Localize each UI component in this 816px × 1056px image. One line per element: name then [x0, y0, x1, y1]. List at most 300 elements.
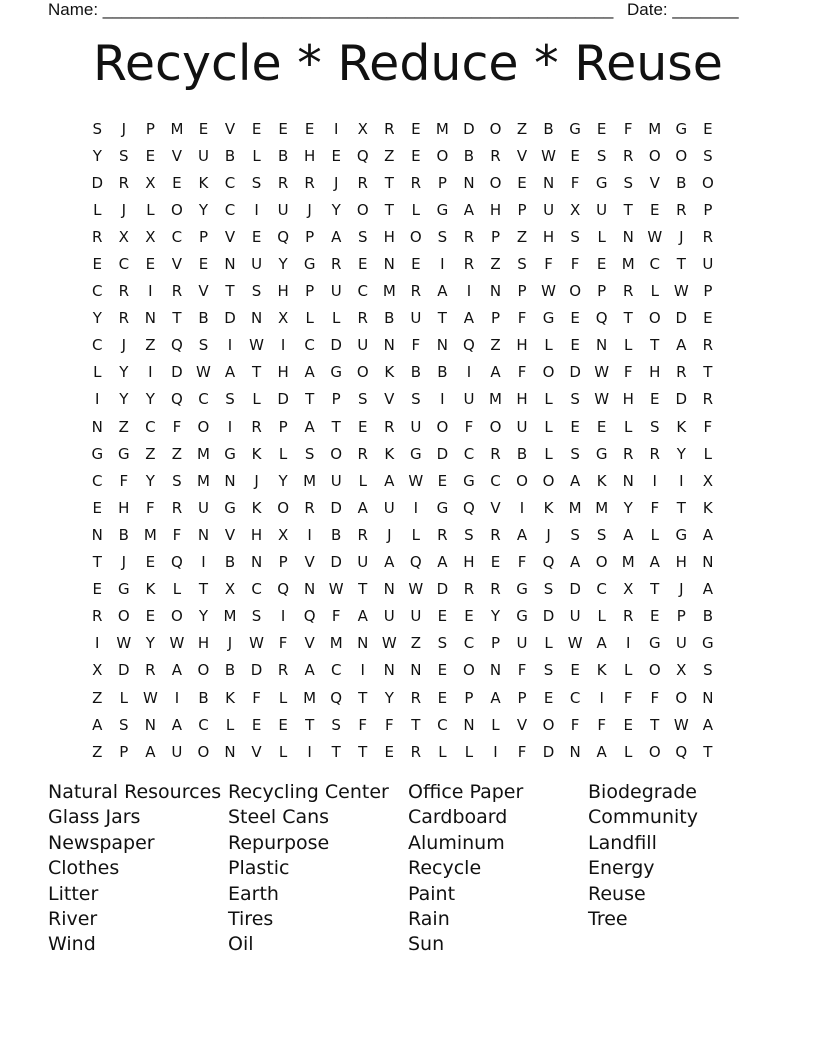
grid-letter: O	[197, 417, 210, 436]
grid-letter: S	[357, 390, 368, 409]
grid-letter: I	[440, 390, 445, 409]
grid-letter: E	[570, 309, 580, 328]
grid-letter: X	[277, 309, 289, 328]
grid-letter: W	[541, 282, 556, 301]
grid-letter: U	[330, 471, 342, 490]
grid-letter: K	[384, 444, 395, 463]
grid-letter: R	[622, 146, 634, 165]
grid-letter: U	[569, 607, 581, 626]
grid-letter: L	[544, 444, 553, 463]
grid-row	[84, 603, 721, 630]
grid-letter: I	[201, 553, 206, 572]
grid-letter: T	[225, 282, 235, 301]
grid-letter: N	[357, 634, 369, 653]
grid-letter: H	[277, 282, 289, 301]
grid-letter: W	[116, 634, 132, 653]
grid-letter: L	[225, 715, 235, 734]
grid-letter: U	[463, 390, 475, 409]
grid-letter: F	[358, 715, 368, 734]
grid-letter: F	[597, 715, 606, 734]
grid-letter: E	[543, 688, 554, 707]
grid-letter: O	[648, 742, 661, 761]
grid-letter: E	[331, 146, 341, 165]
grid-letter: I	[174, 688, 180, 707]
grid-letter: N	[489, 661, 502, 680]
grid-letter: A	[596, 634, 607, 653]
grid-letter: Q	[330, 688, 343, 707]
grid-letter: D	[569, 363, 581, 382]
grid-letter: A	[623, 525, 634, 544]
grid-letter: M	[303, 688, 317, 707]
grid-letter: U	[171, 742, 183, 761]
grid-letter: C	[92, 471, 103, 490]
grid-letter: D	[436, 444, 449, 463]
grid-letter: D	[224, 309, 236, 328]
grid-letter: S	[251, 173, 262, 192]
grid-row	[84, 494, 721, 521]
grid-letter: K	[225, 688, 235, 707]
grid-letter: O	[542, 715, 555, 734]
grid-letter: Y	[490, 607, 501, 626]
grid-letter: R	[357, 309, 368, 328]
grid-letter: Y	[145, 471, 155, 490]
grid-letter: E	[570, 146, 580, 165]
grid-letter: V	[304, 634, 315, 653]
grid-letter: I	[227, 336, 233, 355]
grid-letter: O	[436, 417, 449, 436]
grid-letter: D	[675, 309, 688, 328]
grid-letter: J	[333, 173, 339, 192]
word-list-item: Natural Resources	[48, 781, 222, 803]
grid-letter: W	[408, 580, 424, 599]
date-field-label	[627, 0, 739, 20]
grid-letter: Q	[171, 553, 183, 572]
grid-letter: A	[171, 661, 183, 680]
grid-letter: W	[647, 227, 663, 246]
grid-letter: X	[145, 227, 156, 246]
grid-letter: R	[702, 390, 714, 409]
grid-letter: E	[596, 255, 607, 274]
grid-letter: Q	[356, 146, 369, 165]
grid-letter: P	[676, 607, 686, 626]
grid-letter: N	[436, 336, 448, 355]
grid-letter: W	[673, 282, 689, 301]
grid-letter: F	[146, 498, 155, 517]
grid-letter: O	[516, 471, 528, 490]
grid-letter: E	[570, 417, 580, 436]
grid-letter: E	[92, 498, 103, 517]
grid-letter: E	[623, 715, 633, 734]
grid-letter: M	[489, 390, 502, 409]
grid-letter: K	[702, 498, 713, 517]
grid-letter: T	[703, 742, 713, 761]
grid-letter: F	[570, 173, 580, 192]
grid-letter: S	[92, 119, 103, 138]
grid-letter: C	[145, 417, 156, 436]
grid-letter: Z	[171, 444, 183, 463]
grid-letter: P	[703, 282, 713, 301]
grid-letter: F	[411, 336, 421, 355]
grid-letter: V	[198, 282, 209, 301]
grid-letter: P	[490, 227, 500, 246]
grid-letter: B	[384, 309, 395, 328]
grid-letter: R	[649, 444, 660, 463]
grid-row	[84, 305, 721, 332]
grid-letter: S	[198, 336, 209, 355]
grid-row	[84, 738, 721, 765]
grid-letter: E	[251, 119, 262, 138]
grid-letter: N	[383, 580, 395, 599]
grid-letter: N	[250, 309, 263, 328]
grid-letter: A	[569, 471, 581, 490]
grid-letter: B	[676, 173, 687, 192]
grid-letter: E	[437, 607, 448, 626]
grid-letter: U	[383, 498, 395, 517]
grid-letter: R	[622, 444, 634, 463]
grid-letter: T	[358, 688, 368, 707]
grid-letter: W	[567, 634, 583, 653]
grid-letter: S	[172, 471, 182, 490]
grid-letter: Y	[278, 471, 288, 490]
grid-letter: T	[676, 255, 686, 274]
grid-letter: T	[384, 200, 394, 219]
grid-letter: F	[384, 715, 394, 734]
word-list-item: Wind	[48, 933, 96, 956]
grid-letter: T	[650, 715, 660, 734]
grid-letter: Y	[119, 363, 129, 382]
grid-letter: R	[437, 525, 448, 544]
grid-letter: D	[675, 390, 688, 409]
grid-letter: L	[624, 336, 633, 355]
grid-letter: I	[148, 282, 153, 301]
grid-letter: R	[702, 227, 714, 246]
grid-letter: G	[702, 634, 714, 653]
grid-letter: D	[330, 553, 342, 572]
grid-letter: O	[489, 173, 502, 192]
grid-letter: E	[411, 255, 421, 274]
grid-letter: O	[675, 688, 688, 707]
grid-letter: S	[623, 173, 633, 192]
grid-letter: E	[650, 390, 660, 409]
grid-letter: W	[169, 634, 185, 653]
grid-letter: D	[330, 498, 342, 517]
letter-grid	[84, 115, 721, 765]
grid-letter: L	[544, 634, 553, 653]
grid-letter: B	[410, 363, 421, 382]
grid-letter: K	[251, 498, 262, 517]
grid-letter: B	[437, 363, 448, 382]
grid-letter: N	[622, 227, 634, 246]
grid-letter: L	[411, 525, 421, 544]
grid-letter: M	[621, 553, 635, 572]
grid-letter: M	[568, 498, 582, 517]
word-list-item: Rain	[408, 907, 450, 930]
grid-letter: L	[93, 200, 102, 219]
grid-letter: G	[224, 498, 236, 517]
grid-letter: O	[117, 607, 130, 626]
grid-letter: E	[251, 715, 262, 734]
grid-letter: R	[702, 336, 714, 355]
grid-letter: U	[702, 255, 714, 274]
grid-letter: S	[543, 661, 554, 680]
grid-letter: W	[594, 363, 610, 382]
grid-letter: M	[303, 471, 317, 490]
grid-letter: S	[596, 146, 607, 165]
grid-letter: S	[649, 417, 660, 436]
word-list-item: Glass Jars	[48, 806, 141, 829]
grid-letter: U	[357, 336, 369, 355]
grid-row	[84, 684, 721, 711]
grid-letter: K	[251, 444, 262, 463]
grid-letter: F	[570, 255, 580, 274]
grid-letter: O	[542, 471, 555, 490]
grid-letter: I	[280, 607, 286, 626]
grid-letter: T	[358, 742, 368, 761]
grid-letter: O	[489, 417, 502, 436]
grid-letter: U	[543, 200, 555, 219]
word-list-item: River	[48, 907, 98, 930]
grid-letter: E	[172, 173, 182, 192]
grid-letter: B	[543, 119, 554, 138]
grid-letter: E	[278, 119, 288, 138]
grid-letter: F	[623, 119, 633, 138]
grid-letter: G	[410, 444, 422, 463]
grid-letter: R	[171, 282, 183, 301]
grid-letter: C	[357, 282, 368, 301]
grid-letter: C	[118, 255, 130, 274]
grid-letter: O	[675, 146, 688, 165]
grid-letter: S	[570, 227, 580, 246]
grid-letter: Y	[145, 634, 155, 653]
word-list-item: Tires	[228, 907, 274, 930]
grid-letter: P	[305, 282, 315, 301]
grid-letter: F	[517, 553, 527, 572]
grid-letter: M	[595, 498, 609, 517]
grid-row	[84, 386, 721, 413]
grid-row	[84, 142, 721, 169]
grid-letter: L	[172, 580, 182, 599]
grid-letter: B	[224, 553, 236, 572]
grid-letter: H	[516, 390, 528, 409]
grid-letter: V	[171, 255, 183, 274]
grid-letter: Y	[92, 146, 102, 165]
grid-letter: T	[703, 363, 713, 382]
grid-letter: E	[596, 417, 607, 436]
grid-letter: X	[676, 661, 687, 680]
grid-letter: M	[196, 444, 210, 463]
grid-letter: G	[675, 119, 688, 138]
grid-letter: R	[490, 525, 501, 544]
grid-letter: H	[197, 634, 210, 653]
grid-letter: G	[224, 444, 236, 463]
grid-letter: B	[277, 146, 289, 165]
grid-letter: W	[408, 471, 424, 490]
grid-letter: W	[381, 634, 397, 653]
grid-letter: S	[411, 390, 421, 409]
grid-letter: C	[92, 336, 103, 355]
grid-letter: U	[410, 607, 422, 626]
grid-letter: E	[437, 471, 448, 490]
grid-letter: S	[517, 255, 527, 274]
grid-letter: G	[436, 200, 449, 219]
grid-letter: O	[409, 227, 422, 246]
grid-letter: C	[251, 580, 262, 599]
grid-letter: A	[596, 742, 607, 761]
grid-letter: O	[463, 661, 475, 680]
grid-letter: H	[649, 363, 661, 382]
grid-letter: P	[490, 634, 500, 653]
grid-letter: V	[649, 173, 660, 192]
grid-letter: R	[118, 282, 130, 301]
grid-letter: R	[92, 227, 103, 246]
grid-letter: E	[650, 200, 660, 219]
grid-letter: L	[624, 661, 633, 680]
grid-letter: K	[596, 661, 607, 680]
grid-row	[84, 359, 721, 386]
grid-letter: N	[702, 688, 714, 707]
grid-letter: I	[148, 363, 153, 382]
grid-letter: L	[464, 742, 474, 761]
grid-letter: L	[491, 715, 500, 734]
grid-letter: C	[224, 200, 236, 219]
grid-letter: R	[410, 282, 422, 301]
grid-letter: A	[92, 715, 103, 734]
grid-letter: B	[224, 661, 236, 680]
grid-letter: V	[224, 227, 236, 246]
grid-letter: X	[277, 525, 289, 544]
grid-letter: S	[357, 227, 368, 246]
grid-letter: L	[650, 525, 659, 544]
grid-letter: I	[95, 390, 100, 409]
grid-letter: Y	[623, 498, 633, 517]
grid-letter: S	[543, 580, 554, 599]
grid-letter: R	[145, 661, 156, 680]
grid-letter: P	[305, 227, 315, 246]
grid-letter: U	[383, 607, 395, 626]
grid-letter: A	[676, 336, 687, 355]
grid-letter: R	[277, 661, 289, 680]
grid-letter: V	[171, 146, 183, 165]
grid-letter: E	[145, 146, 156, 165]
grid-letter: Q	[409, 553, 422, 572]
grid-letter: G	[595, 173, 608, 192]
grid-letter: L	[278, 688, 288, 707]
grid-letter: L	[624, 742, 633, 761]
grid-letter: U	[516, 417, 528, 436]
grid-letter: N	[569, 742, 581, 761]
grid-letter: D	[436, 580, 449, 599]
grid-letter: O	[197, 661, 210, 680]
grid-letter: U	[410, 309, 422, 328]
grid-letter: P	[597, 282, 607, 301]
grid-letter: Y	[198, 607, 209, 626]
grid-letter: M	[648, 119, 662, 138]
grid-letter: P	[517, 282, 527, 301]
grid-letter: O	[356, 200, 369, 219]
grid-letter: Q	[303, 607, 316, 626]
grid-row	[84, 576, 721, 603]
word-list-item: Plastic	[228, 857, 290, 880]
word-list-item: Newspaper	[48, 831, 155, 854]
grid-letter: R	[277, 173, 289, 192]
grid-letter: E	[145, 553, 156, 572]
grid-letter: N	[197, 525, 210, 544]
grid-letter: A	[224, 363, 236, 382]
grid-letter: C	[437, 715, 448, 734]
grid-letter: G	[303, 255, 316, 274]
grid-letter: S	[119, 146, 129, 165]
grid-letter: E	[92, 580, 103, 599]
grid-letter: S	[570, 390, 580, 409]
grid-letter: I	[493, 742, 498, 761]
grid-letter: N	[224, 742, 236, 761]
grid-letter: L	[624, 417, 633, 436]
grid-letter: L	[358, 471, 367, 490]
grid-letter: D	[277, 390, 289, 409]
grid-letter: T	[305, 390, 315, 409]
grid-letter: C	[92, 282, 103, 301]
grid-letter: L	[252, 390, 261, 409]
word-list-item: Community	[588, 806, 698, 829]
grid-letter: A	[490, 688, 501, 707]
grid-letter: F	[650, 688, 660, 707]
grid-letter: F	[464, 417, 474, 436]
grid-letter: H	[463, 553, 475, 572]
word-list-item: Landfill	[588, 831, 657, 854]
grid-letter: O	[330, 444, 343, 463]
grid-letter: K	[384, 363, 395, 382]
grid-row	[84, 440, 721, 467]
word-list-item: Clothes	[48, 857, 120, 880]
grid-letter: W	[328, 580, 344, 599]
grid-letter: F	[517, 363, 527, 382]
grid-letter: X	[569, 200, 581, 219]
grid-letter: G	[542, 309, 555, 328]
grid-letter: S	[251, 607, 262, 626]
grid-letter: G	[91, 444, 104, 463]
grid-letter: Z	[490, 255, 501, 274]
grid-letter: Z	[145, 336, 156, 355]
grid-letter: X	[145, 173, 156, 192]
grid-letter: A	[384, 553, 395, 572]
grid-letter: F	[623, 363, 633, 382]
grid-letter: T	[331, 417, 341, 436]
grid-letter: R	[490, 580, 501, 599]
grid-letter: N	[489, 282, 502, 301]
grid-letter: X	[623, 580, 634, 599]
grid-letter: M	[196, 471, 210, 490]
grid-letter: F	[650, 498, 660, 517]
grid-letter: B	[516, 444, 528, 463]
grid-letter: C	[198, 715, 209, 734]
grid-letter: Q	[463, 498, 475, 517]
grid-letter: T	[384, 173, 394, 192]
grid-letter: J	[121, 336, 127, 355]
grid-letter: V	[516, 146, 528, 165]
grid-letter: R	[118, 173, 130, 192]
grid-letter: I	[333, 119, 339, 138]
grid-row	[84, 115, 721, 142]
grid-letter: R	[118, 309, 130, 328]
word-list-item: Repurpose	[228, 831, 330, 854]
grid-letter: R	[357, 444, 368, 463]
grid-letter: F	[517, 309, 527, 328]
grid-letter: S	[703, 661, 713, 680]
grid-letter: R	[463, 227, 475, 246]
grid-letter: E	[411, 119, 421, 138]
grid-letter: Z	[384, 146, 395, 165]
grid-letter: A	[304, 363, 315, 382]
